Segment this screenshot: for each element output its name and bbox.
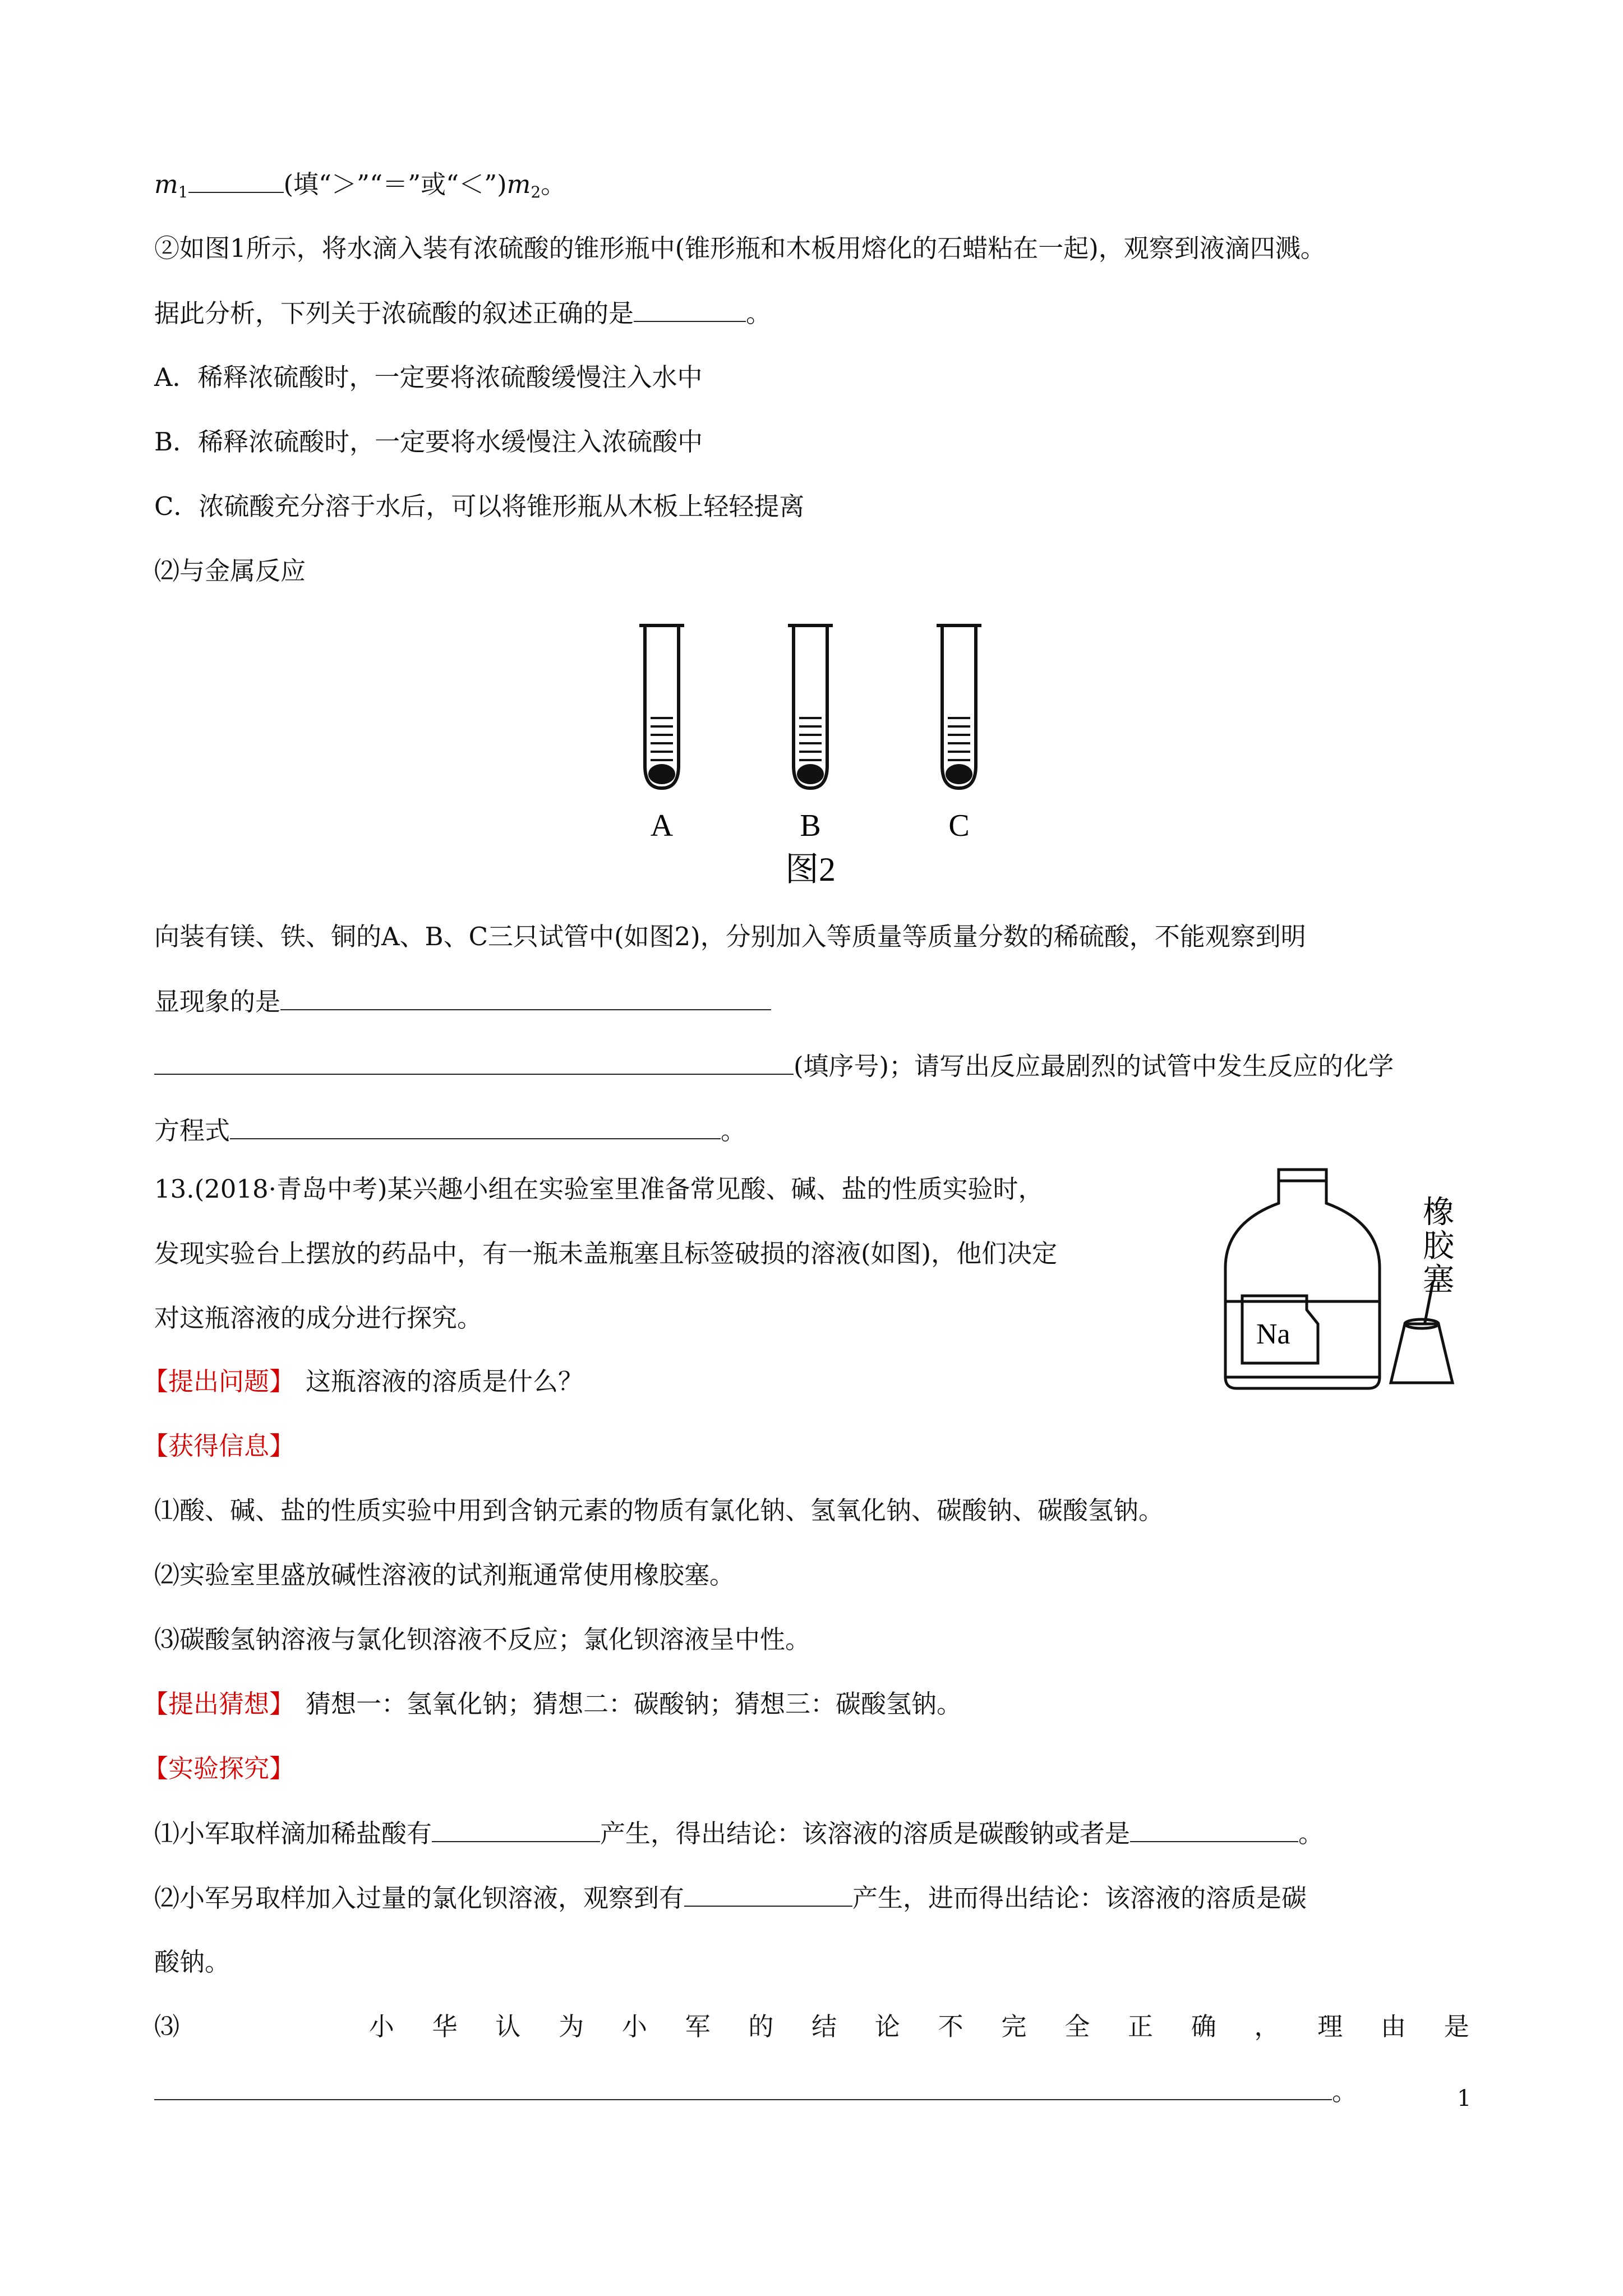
paragraph-tubes: 向装有镁、铁、铜的A、B、C三只试管中(如图2)，分别加入等质量等质量分数的稀硫酸，不能观察到明 xyxy=(154,922,1306,951)
tube-label-a: A xyxy=(650,808,674,843)
tubes-hint: (填序号)；请写出反应最剧烈的试管中发生反应的化学 xyxy=(794,1051,1394,1081)
test-tube-a xyxy=(639,625,684,788)
period: 。 xyxy=(746,298,772,328)
experiment-1 xyxy=(154,1816,1324,1851)
exp1-text-a: ⑴小军取样滴加稀盐酸有 xyxy=(154,1819,432,1848)
test-tube-b xyxy=(788,625,833,788)
exp3-char: 由 xyxy=(1381,2012,1407,2041)
period: 。 xyxy=(1332,2077,1358,2106)
reagent-bottle-figure xyxy=(1211,1161,1475,1402)
blank-exp3-reason[interactable] xyxy=(154,2074,1332,2100)
blank-no-phenomenon[interactable] xyxy=(280,984,771,1010)
heading-guess: 【提出猜想】 xyxy=(143,1689,295,1719)
exp3-char: 理 xyxy=(1317,2012,1343,2041)
q13-line2: 发现实验台上摆放的药品中，有一瓶未盖瓶塞且标签破损的溶液(如图)，他们决定 xyxy=(154,1239,1058,1268)
blank-exp1-phenomenon[interactable] xyxy=(432,1816,600,1842)
exp3-char: ⑶ xyxy=(154,2012,180,2041)
option-b: B．稀释浓硫酸时，一定要将水缓慢注入浓硫酸中 xyxy=(154,427,703,457)
question-text: 据此分析，下列关于浓硫酸的叙述正确的是 xyxy=(154,298,634,328)
exp3-char: 小 xyxy=(621,2012,647,2041)
exp3-char: 正 xyxy=(1127,2012,1153,2041)
page-number: 1 xyxy=(1457,2086,1472,2111)
exp2-text-b: 产生，进而得出结论：该溶液的溶质是碳 xyxy=(852,1883,1307,1913)
exp3-char: 的 xyxy=(748,2012,774,2041)
period: 。 xyxy=(541,169,566,199)
heading-experiment-text: 【实验探究】 xyxy=(143,1754,295,1783)
exp3-char: ， xyxy=(1254,2012,1280,2041)
experiment-2 xyxy=(154,1881,1307,1915)
q13-line1: 13.(2018·青岛中考)某兴趣小组在实验室里准备常见酸、碱、盐的性质实验时， xyxy=(154,1174,1044,1204)
guess-line xyxy=(143,1687,962,1721)
heading-info xyxy=(143,1429,294,1463)
exp3-char: 论 xyxy=(874,2012,900,2041)
m2-subscript: 2 xyxy=(531,183,541,201)
tubes-answer-line xyxy=(154,1049,1394,1083)
heading-question: 【提出问题】 xyxy=(143,1366,295,1396)
experiment-2-cont: 酸钠。 xyxy=(154,1947,230,1977)
blank-exp2-phenomenon[interactable] xyxy=(684,1881,852,1907)
exp3-char: 军 xyxy=(685,2012,711,2041)
test-tube-c xyxy=(937,625,981,788)
period: 。 xyxy=(1298,1819,1324,1848)
info-item-2: ⑵实验室里盛放碱性溶液的试剂瓶通常使用橡胶塞。 xyxy=(154,1560,735,1590)
m2-symbol: m xyxy=(506,169,531,199)
exp1-text-b: 产生，得出结论：该溶液的溶质是碳酸钠或者是 xyxy=(600,1819,1131,1848)
blank-answer[interactable] xyxy=(634,296,746,322)
period: 。 xyxy=(721,1116,746,1145)
exp3-char: 不 xyxy=(938,2012,963,2041)
exp3-char: 为 xyxy=(559,2012,584,2041)
blank-compare[interactable] xyxy=(188,167,284,193)
exp3-char: 认 xyxy=(495,2012,521,2041)
figure-2-test-tubes xyxy=(617,614,1038,906)
q13-line3: 对这瓶溶液的成分进行探究。 xyxy=(154,1303,483,1333)
question-line xyxy=(154,296,771,330)
tube-label-c: C xyxy=(948,808,970,843)
m1-symbol: m xyxy=(154,169,178,199)
option-a: A．稀释浓硫酸时，一定要将浓硫酸缓慢注入水中 xyxy=(154,362,703,392)
reagent-bottle xyxy=(1225,1170,1380,1388)
tube-label-b: B xyxy=(800,808,821,843)
stopper-label-3: 塞 xyxy=(1423,1263,1454,1297)
question-heading-line xyxy=(143,1365,583,1398)
fill-in-compare-line xyxy=(154,167,566,209)
equation-line xyxy=(154,1114,746,1148)
question-text: 这瓶溶液的溶质是什么？ xyxy=(306,1366,584,1396)
guess-text: 猜想一：氢氧化钠；猜想二：碳酸钠；猜想三：碳酸氢钠。 xyxy=(306,1689,962,1719)
exp3-char: 华 xyxy=(432,2012,458,2041)
blank-exp1-solute[interactable] xyxy=(1130,1816,1298,1842)
paragraph-fig1: ②如图1所示，将水滴入装有浓硫酸的锥形瓶中(锥形瓶和木板用熔化的石蜡粘在一起)，观察到液滴四溅。 xyxy=(154,233,1326,263)
tubes-question-line xyxy=(154,984,771,1019)
exp3-char: 结 xyxy=(811,2012,837,2041)
info-item-3: ⑶碳酸氢钠溶液与氯化钡溶液不反应；氯化钡溶液呈中性。 xyxy=(154,1625,811,1654)
stopper-label-2: 胶 xyxy=(1423,1229,1454,1264)
stopper-label-1: 橡 xyxy=(1423,1195,1454,1230)
compare-hint: (填“＞”“＝”或“＜”) xyxy=(283,169,507,199)
heading-experiment xyxy=(143,1752,294,1786)
exp2-text-a: ⑵小军另取样加入过量的氯化钡溶液，观察到有 xyxy=(154,1883,685,1913)
equation-label: 方程式 xyxy=(154,1116,230,1145)
figure-2-caption: 图2 xyxy=(785,851,836,888)
subsection-metal: ⑵与金属反应 xyxy=(154,556,306,586)
blank-no-phenomenon-cont[interactable] xyxy=(154,1049,794,1075)
bottle-label-text: Na xyxy=(1256,1318,1290,1350)
experiment-3 xyxy=(154,2010,1469,2044)
exp3-char: 完 xyxy=(1001,2012,1027,2041)
exp3-char: 是 xyxy=(1444,2012,1469,2041)
exp3-char: 小 xyxy=(368,2012,394,2041)
info-item-1: ⑴酸、碱、盐的性质实验中用到含钠元素的物质有氯化钠、氢氧化钠、碳酸钠、碳酸氢钠。 xyxy=(154,1496,1164,1525)
experiment-3-answer-line xyxy=(154,2074,1357,2109)
blank-equation[interactable] xyxy=(230,1114,721,1139)
m1-subscript: 1 xyxy=(178,183,188,201)
exp3-char: 确 xyxy=(1191,2012,1216,2041)
exp3-char: 全 xyxy=(1064,2012,1090,2041)
tubes-question: 显现象的是 xyxy=(154,987,281,1016)
heading-info-text: 【获得信息】 xyxy=(143,1431,295,1461)
option-c: C．浓硫酸充分溶于水后，可以将锥形瓶从木板上轻轻提离 xyxy=(154,491,805,521)
